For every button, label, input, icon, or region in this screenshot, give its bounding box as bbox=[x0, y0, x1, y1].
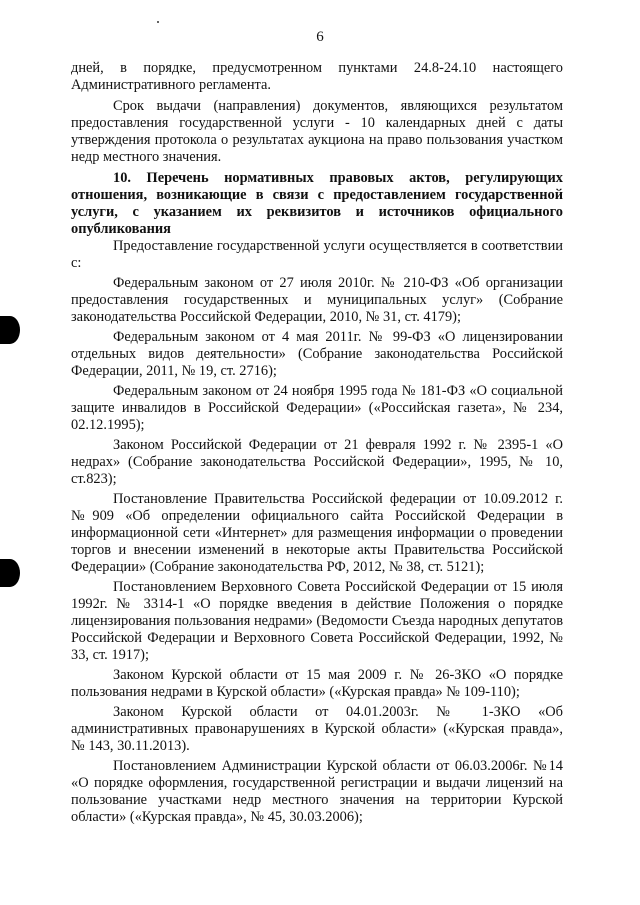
paragraph-intro: Предоставление государственной услуги осуществляется в соответствии с: bbox=[71, 238, 563, 271]
legal-act-item: Федеральным законом от 4 мая 2011г. № 99-ФЗ «О лицензировании отдельных видов деятельности» (Собрание законодательства Российской Федерации, 2011, № 19, ст. 2716); bbox=[71, 329, 563, 379]
legal-act-item: Законом Курской области от 15 мая 2009 г. № 26-ЗКО «О порядке пользования недрами в Курской области» («Курская правда» № 109-110); bbox=[71, 667, 563, 700]
page-number: 6 bbox=[316, 29, 324, 45]
paragraph-issue-deadline: Срок выдачи (направления) документов, являющихся результатом предоставления государственной услуги - 10 календарных дней с даты утверждения протокола о результатах аукциона на право пользования участком недр местного значения. bbox=[71, 98, 563, 165]
legal-act-item: Законом Курской области от 04.01.2003г. № 1-ЗКО «Об административных правонарушениях в Курской области» («Курская правда», № 143, 30.11.2013). bbox=[71, 704, 563, 754]
scan-speck bbox=[157, 21, 159, 23]
legal-act-item: Постановление Правительства Российской федерации от 10.09.2012 г. №909 «Об определении официального сайта Российской Федерации в информационной сети «Интернет» для размещения информации о проведении торгов и внесении изменений в некоторые акты Правительства Российской Федерации» (Собрание законодательства РФ, 2012, № 38, ст. 5121); bbox=[71, 491, 563, 575]
legal-act-item: Постановлением Верховного Совета Российской Федерации от 15 июля 1992г. № 3314-1 «О порядке введения в действие Положения о порядке лицензирования пользования недрами» (Ведомости Съезда народных депутатов Российской Федерации и Верховного Совета Российской Федерации, 1992, № 33, ст. 1917); bbox=[71, 579, 563, 663]
binder-hole-mark bbox=[0, 316, 20, 344]
legal-act-item: Постановлением Администрации Курской области от 06.03.2006г. №14 «О порядке оформления, государственной регистрации и выдачи лицензий на пользование участками недр местного значения на территории Курской области» («Курская правда», № 45, 30.03.2006); bbox=[71, 758, 563, 825]
section-heading: 10. Перечень нормативных правовых актов, регулирующих отношения, возникающие в связи с предоставлением государственной услуги, с указанием их реквизитов и источников официального опубликования bbox=[71, 170, 563, 237]
paragraph-continuation: дней, в порядке, предусмотренном пунктами 24.8-24.10 настоящего Административного регламента. bbox=[71, 60, 563, 93]
binder-hole-mark bbox=[0, 559, 20, 587]
legal-act-item: Федеральным законом от 24 ноября 1995 года № 181-ФЗ «О социальной защите инвалидов в Российской Федерации» («Российская газета», № 234, 02.12.1995); bbox=[71, 383, 563, 433]
legal-act-item: Федеральным законом от 27 июля 2010г. № 210-ФЗ «Об организации предоставления государственных и муниципальных услуг» (Собрание законодательства Российской Федерации, 2010, № 31, ст. 4179); bbox=[71, 275, 563, 325]
legal-act-item: Законом Российской Федерации от 21 февраля 1992 г. № 2395-1 «О недрах» (Собрание законодательства Российской Федерации», 1995, № 10, ст.823); bbox=[71, 437, 563, 487]
document-body bbox=[71, 60, 563, 826]
